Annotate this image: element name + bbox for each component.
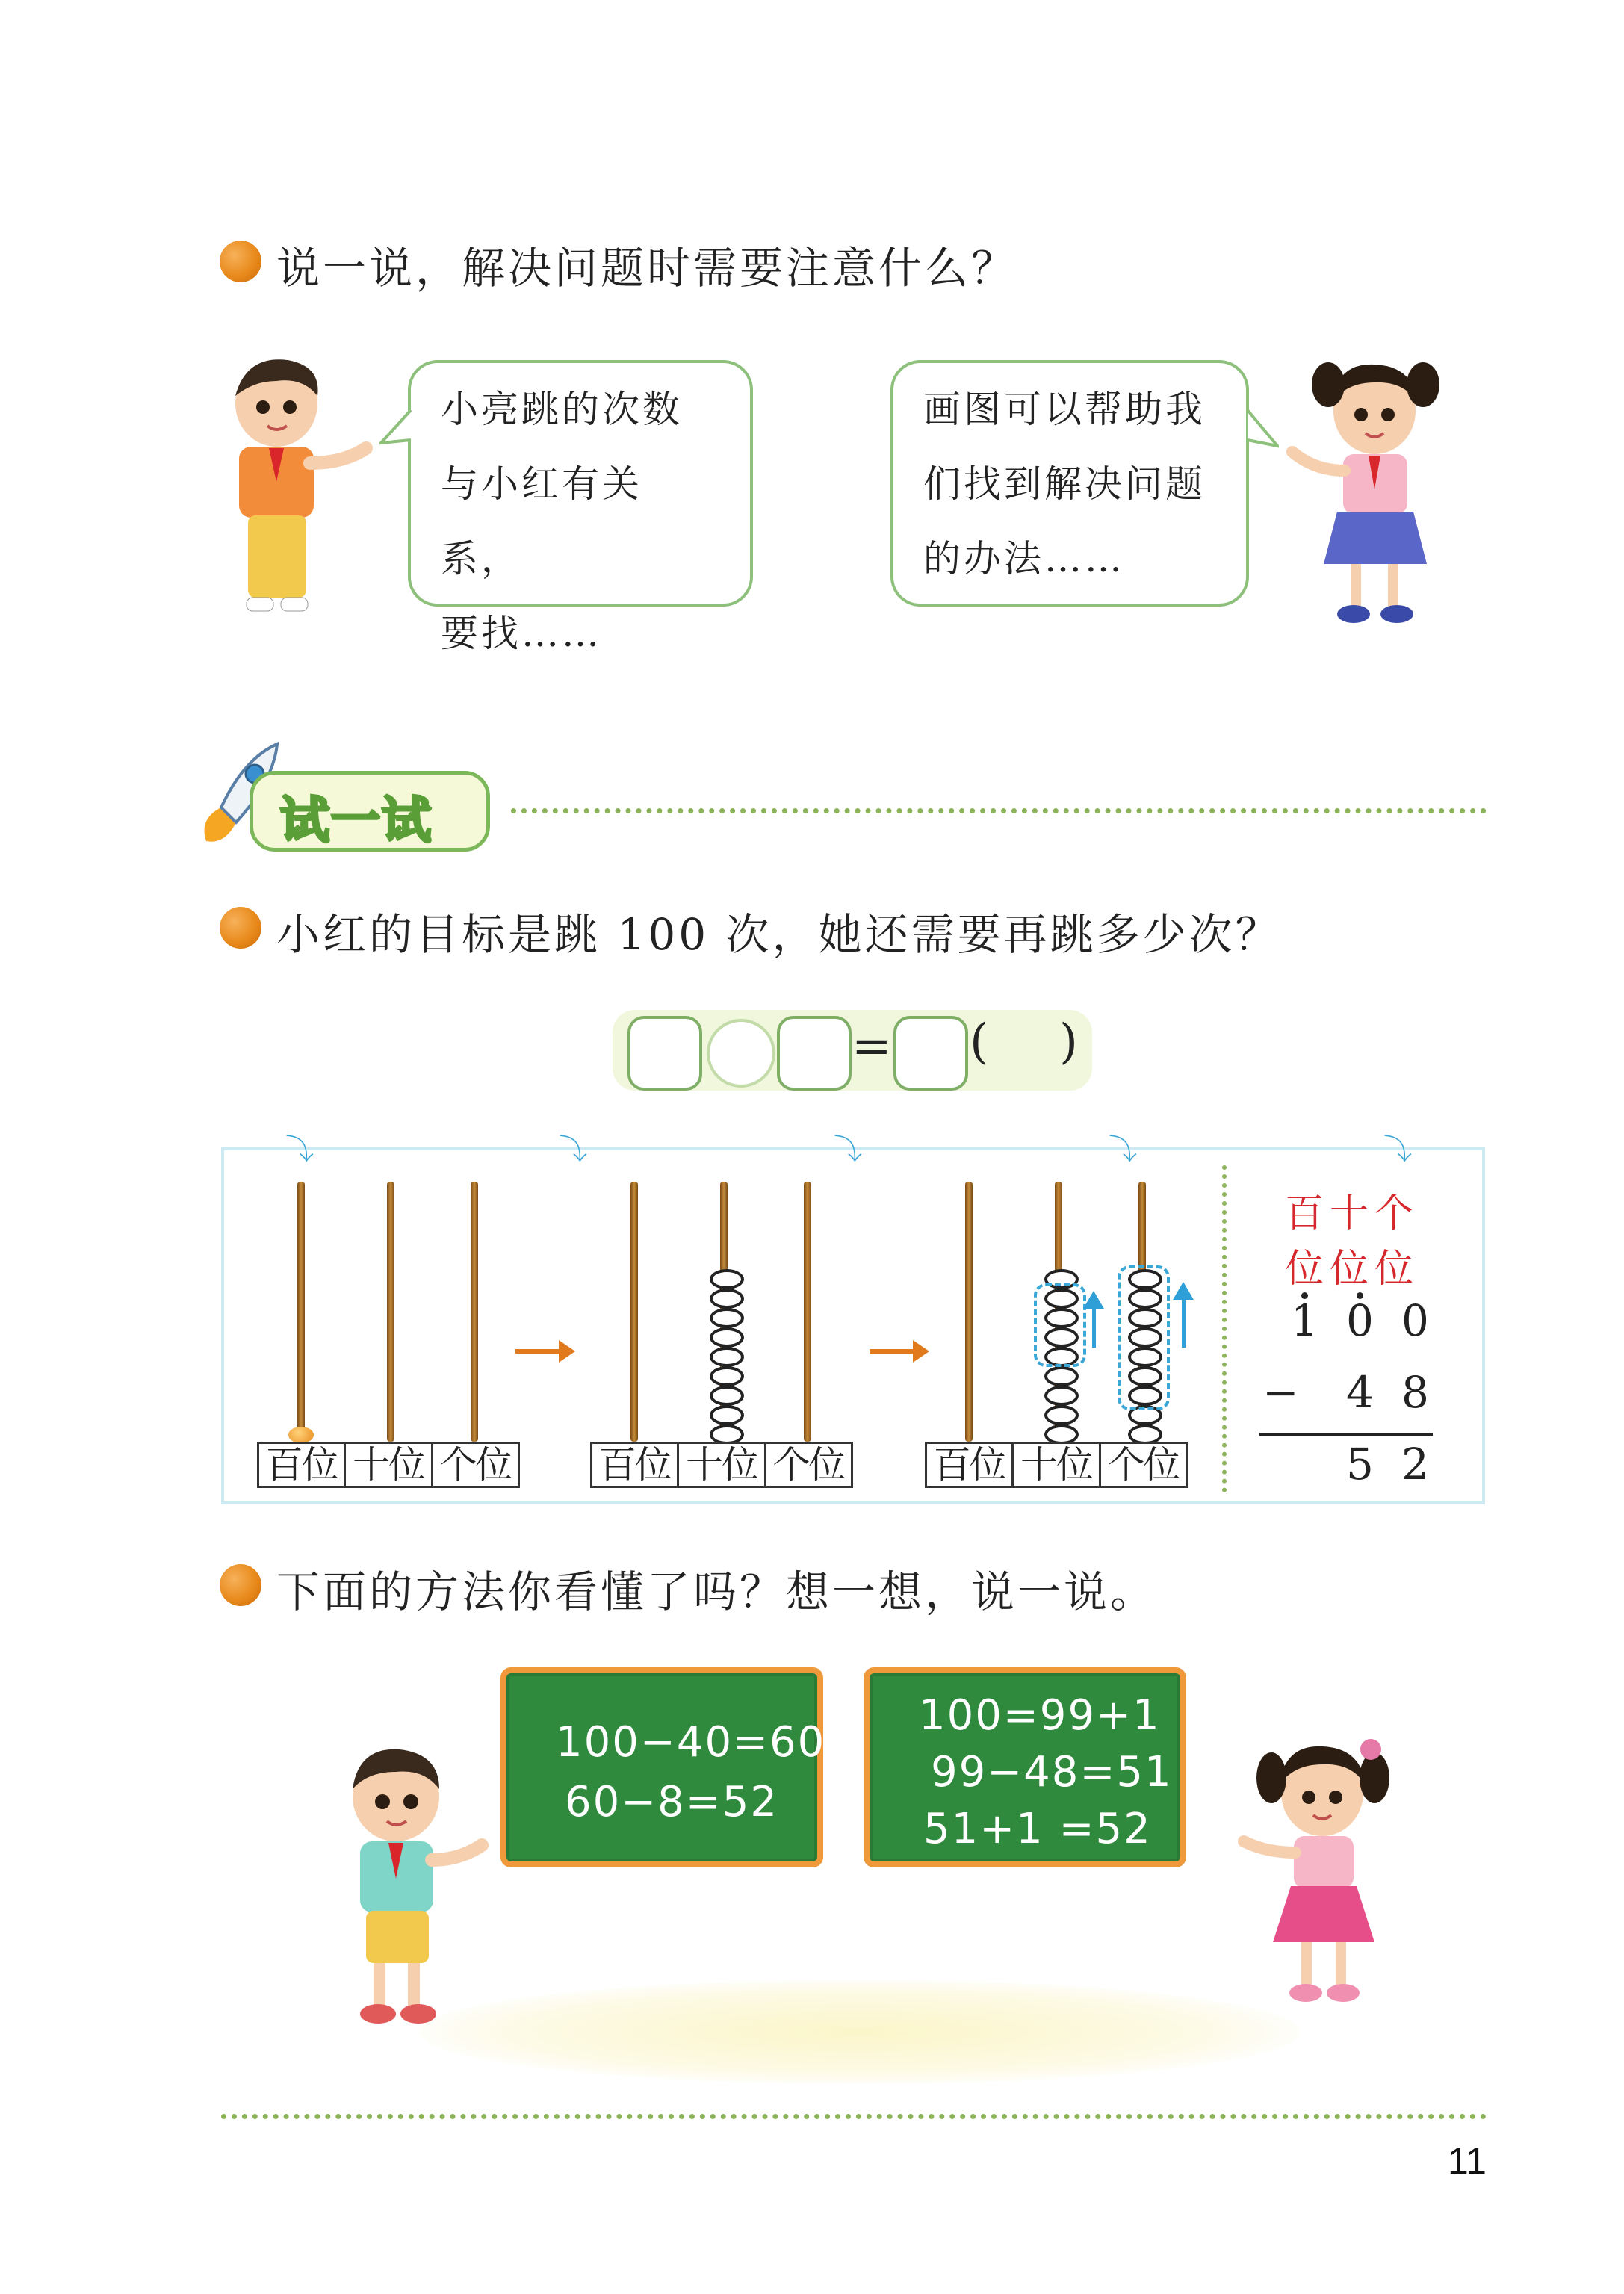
binding-hook-icon: ⤵ [285, 1133, 314, 1166]
label-hundreds: 百位 [259, 1444, 346, 1486]
bead [710, 1386, 744, 1406]
boy-illustration-2 [314, 1740, 493, 2039]
section1-heading: 说一说，解决问题时需要注意什么？ [276, 243, 1018, 294]
try-banner-label: 试一试 [280, 792, 433, 849]
girl-bubble-tail [1246, 407, 1279, 452]
up-arrow-icon [1092, 1306, 1096, 1348]
label-hundreds: 百位 [592, 1444, 679, 1486]
result-tens: 5 [1346, 1439, 1374, 1489]
bead [710, 1327, 744, 1348]
girl-bubble-line-2: 们找到解决问题 [923, 462, 1206, 506]
bead [710, 1308, 744, 1328]
operator-blank[interactable] [707, 1019, 775, 1088]
bead [1044, 1405, 1079, 1425]
girl-speech-bubble [890, 360, 1249, 607]
subtrahend-tens: 4 [1346, 1367, 1374, 1418]
try-banner [250, 771, 490, 852]
boy-illustration [217, 351, 388, 635]
label-ones: 个位 [439, 1443, 512, 1487]
board1-line-2: 60−8=52 [565, 1778, 778, 1826]
paren-close: ) [1059, 1014, 1078, 1070]
bead [1044, 1386, 1079, 1406]
boy-bubble-tail [379, 407, 412, 452]
rod-tens [387, 1182, 394, 1442]
removed-ones-dashed-box [1118, 1265, 1170, 1410]
step-arrow [515, 1349, 562, 1354]
boy-bubble-line-1: 小亮跳的次数 [441, 388, 683, 431]
board2-line-2: 99−48=51 [931, 1748, 1173, 1797]
rod-ones [804, 1182, 811, 1442]
step-arrow [870, 1349, 916, 1354]
bead [710, 1405, 744, 1425]
bead [710, 1289, 744, 1309]
label-ones: 个位 [1107, 1443, 1180, 1487]
binding-hook-icon: ⤵ [834, 1133, 863, 1166]
section2-heading: 小红的目标是跳 100 次，她还需要再跳多少次？ [276, 909, 1282, 960]
section-divider-bottom [221, 2114, 1487, 2119]
answer-blank[interactable] [893, 1016, 968, 1091]
label-ones: 个位 [772, 1443, 845, 1487]
calc-header-top: 百十个 [1285, 1191, 1420, 1236]
binding-hook-icon: ⤵ [559, 1133, 588, 1166]
bullet-icon [220, 241, 261, 282]
section3-heading: 下面的方法你看懂了吗？想一想，说一说。 [276, 1566, 1157, 1617]
rod-hundreds [297, 1182, 305, 1442]
bead [710, 1347, 744, 1367]
equation-blank-1[interactable] [627, 1016, 702, 1091]
rod-hundreds [630, 1182, 638, 1442]
section-divider-top [511, 808, 1487, 813]
chalkboard-method-1 [500, 1667, 826, 1867]
boy-speech-bubble [408, 360, 753, 655]
rod-ones [471, 1182, 478, 1442]
binding-hook-icon: ⤵ [1383, 1133, 1413, 1166]
removed-tens-dashed-box [1034, 1283, 1086, 1367]
bullet-icon [220, 907, 261, 949]
girl-illustration-2 [1233, 1733, 1419, 2032]
boy-bubble-line-3: 要找…… [441, 612, 602, 655]
calc-header-bottom: 位位位 [1285, 1247, 1420, 1292]
label-tens: 十位 [1014, 1444, 1100, 1486]
label-tens: 十位 [679, 1444, 766, 1486]
panel-divider [1222, 1165, 1227, 1492]
minus-sign: − [1262, 1367, 1299, 1418]
subtrahend-ones: 8 [1401, 1367, 1429, 1418]
paren-open: ( [970, 1014, 988, 1070]
hundreds-bead [288, 1427, 314, 1443]
board2-line-1: 100=99+1 [919, 1691, 1161, 1740]
binding-hook-icon: ⤵ [1109, 1133, 1138, 1166]
equals-sign: = [852, 1019, 892, 1074]
boy-bubble-line-2: 与小红有关系， [441, 462, 642, 580]
girl-bubble-line-3: 的办法…… [923, 537, 1125, 580]
result-ones: 2 [1401, 1439, 1429, 1489]
ground-glow [418, 1980, 1300, 2084]
bead [1044, 1366, 1079, 1386]
equation-blank-2[interactable] [777, 1016, 852, 1091]
bullet-icon [220, 1564, 261, 1606]
girl-illustration [1285, 351, 1457, 642]
chalkboard-method-2 [864, 1667, 1186, 1867]
label-hundreds: 百位 [927, 1444, 1014, 1486]
place-value-labels [257, 1442, 520, 1488]
calc-rule [1259, 1433, 1433, 1436]
bead [710, 1366, 744, 1386]
minuend-ones: 0 [1401, 1295, 1429, 1346]
board2-line-3: 51+1 =52 [923, 1805, 1152, 1853]
minuend-hundreds: 1 [1291, 1295, 1318, 1346]
board1-line-1: 100−40=60 [556, 1718, 826, 1767]
tens-bead-stack [710, 1270, 741, 1464]
bead [710, 1269, 744, 1289]
page-number: 11 [1448, 2140, 1487, 2182]
girl-bubble-line-1: 画图可以帮助我 [923, 388, 1206, 431]
place-value-labels [925, 1442, 1188, 1488]
rod-hundreds [965, 1182, 973, 1442]
minuend-tens: 0 [1346, 1295, 1374, 1346]
up-arrow-icon [1182, 1297, 1186, 1348]
label-tens: 十位 [346, 1444, 433, 1486]
place-value-labels [590, 1442, 853, 1488]
